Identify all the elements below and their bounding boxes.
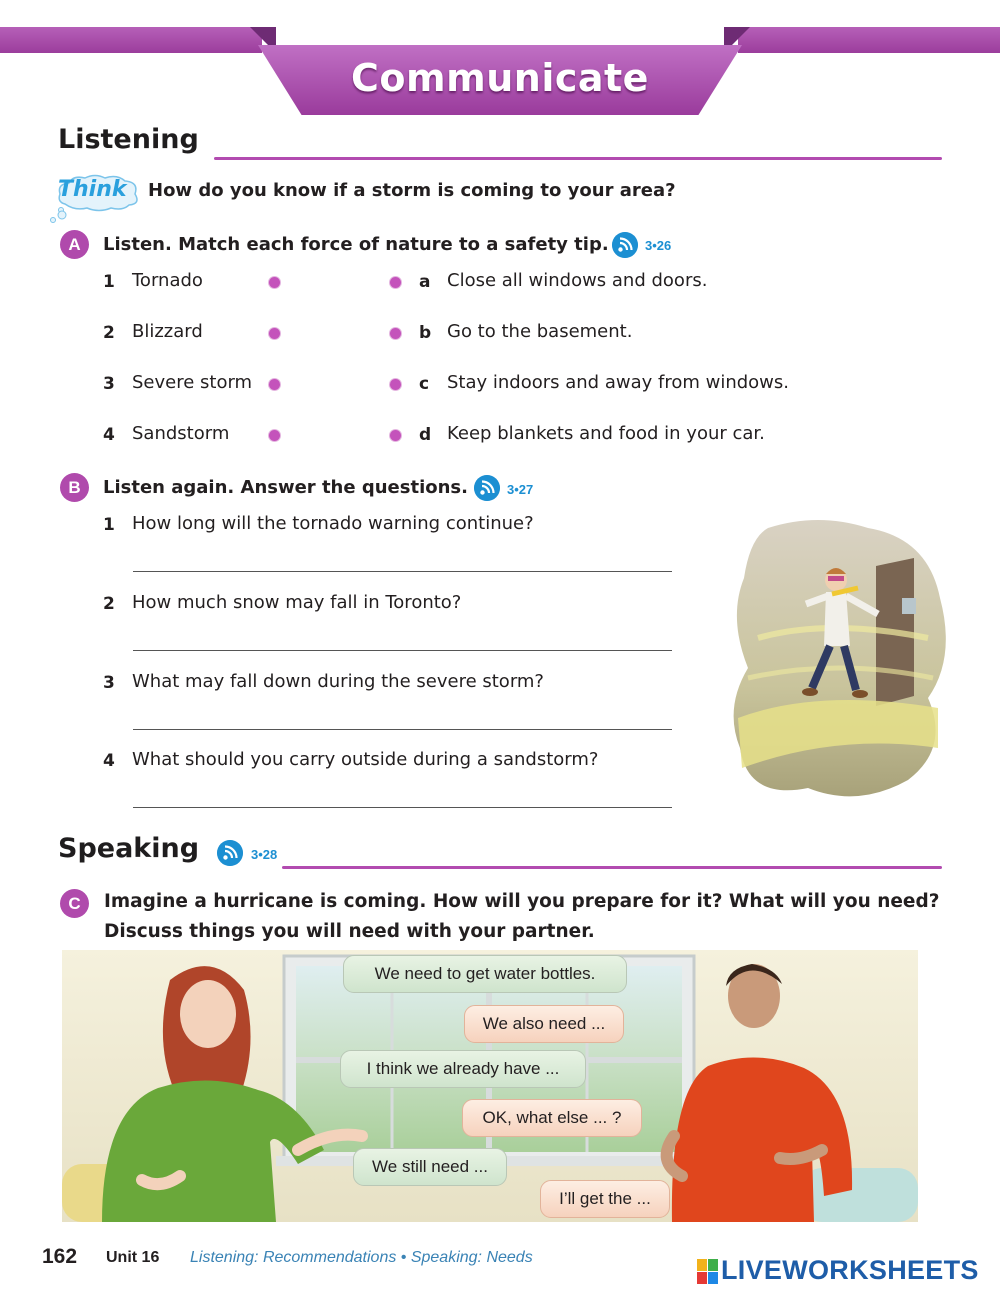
banner-stripe-left bbox=[0, 27, 262, 53]
listening-heading: Listening bbox=[58, 124, 199, 155]
audio-icon[interactable] bbox=[217, 840, 243, 866]
audio-track-code: 3•26 bbox=[645, 238, 672, 253]
match-dot-left[interactable] bbox=[269, 277, 280, 288]
activity-a-badge: A bbox=[60, 230, 89, 259]
match-dot-left[interactable] bbox=[269, 328, 280, 339]
liveworksheets-brand[interactable]: LIVEWORKSHEETS bbox=[721, 1255, 979, 1285]
match-left-number: 4 bbox=[103, 425, 115, 445]
unit-label: Unit 16 bbox=[106, 1249, 160, 1266]
answer-line[interactable] bbox=[133, 807, 672, 808]
match-left-item: Blizzard bbox=[132, 321, 203, 342]
activity-b-instruction: Listen again. Answer the questions. bbox=[103, 477, 468, 498]
question-text: How long will the tornado warning continue? bbox=[132, 513, 534, 534]
speaking-heading: Speaking bbox=[58, 833, 200, 864]
footer-topic: Listening: Recommendations • Speaking: Needs bbox=[190, 1249, 533, 1266]
activity-c-instruction-line2: Discuss things you will need with your partner. bbox=[104, 921, 595, 942]
activity-a-instruction: Listen. Match each force of nature to a safety tip. bbox=[103, 234, 609, 255]
question-number: 4 bbox=[103, 751, 115, 771]
banner-stripe-right bbox=[738, 27, 1000, 53]
question-number: 1 bbox=[103, 515, 115, 535]
think-question: How do you know if a storm is coming to your area? bbox=[148, 180, 676, 201]
speech-bubble: We still need ... bbox=[353, 1148, 507, 1186]
match-right-letter: c bbox=[419, 374, 430, 394]
speech-bubble: We also need ... bbox=[464, 1005, 624, 1043]
question-text: What should you carry outside during a sandstorm? bbox=[132, 749, 599, 770]
answer-line[interactable] bbox=[133, 729, 672, 730]
answer-line[interactable] bbox=[133, 571, 672, 572]
match-left-number: 3 bbox=[103, 374, 115, 394]
match-left-item: Sandstorm bbox=[132, 423, 230, 444]
question-number: 2 bbox=[103, 594, 115, 614]
match-left-number: 1 bbox=[103, 272, 115, 292]
audio-track-code: 3•28 bbox=[251, 847, 278, 862]
speaking-rule bbox=[282, 866, 942, 869]
speech-bubble: OK, what else ... ? bbox=[462, 1099, 642, 1137]
question-number: 3 bbox=[103, 673, 115, 693]
match-dot-left[interactable] bbox=[269, 430, 280, 441]
speech-bubble: I’ll get the ... bbox=[540, 1180, 670, 1218]
match-left-item: Tornado bbox=[132, 270, 203, 291]
match-right-letter: b bbox=[419, 323, 432, 343]
activity-c-instruction-line1: Imagine a hurricane is coming. How will you prepare for it? What will you need? bbox=[104, 891, 940, 912]
match-right-item: Stay indoors and away from windows. bbox=[447, 372, 789, 393]
answer-line[interactable] bbox=[133, 650, 672, 651]
question-text: How much snow may fall in Toronto? bbox=[132, 592, 462, 613]
match-right-letter: a bbox=[419, 272, 431, 292]
page-title: Communicate bbox=[351, 56, 649, 100]
activity-b-badge: B bbox=[60, 473, 89, 502]
audio-track-code: 3•27 bbox=[507, 482, 534, 497]
sandstorm-illustration bbox=[728, 518, 950, 800]
match-left-number: 2 bbox=[103, 323, 115, 343]
match-dot-right[interactable] bbox=[390, 379, 401, 390]
think-bubble-dots-icon bbox=[48, 210, 68, 224]
think-label: Think bbox=[58, 177, 127, 202]
match-dot-right[interactable] bbox=[390, 430, 401, 441]
match-left-item: Severe storm bbox=[132, 372, 253, 393]
speech-bubble: I think we already have ... bbox=[340, 1050, 586, 1088]
liveworksheets-logo-icon bbox=[697, 1259, 719, 1285]
audio-icon[interactable] bbox=[474, 475, 500, 501]
match-right-item: Close all windows and doors. bbox=[447, 270, 708, 291]
match-dot-left[interactable] bbox=[269, 379, 280, 390]
activity-c-badge: C bbox=[60, 889, 89, 918]
match-right-letter: d bbox=[419, 425, 432, 445]
match-dot-right[interactable] bbox=[390, 277, 401, 288]
match-dot-right[interactable] bbox=[390, 328, 401, 339]
listening-rule bbox=[214, 157, 942, 160]
page-number: 162 bbox=[42, 1245, 78, 1268]
speech-bubble: We need to get water bottles. bbox=[343, 955, 627, 993]
match-right-item: Keep blankets and food in your car. bbox=[447, 423, 765, 444]
question-text: What may fall down during the severe storm? bbox=[132, 671, 544, 692]
match-right-item: Go to the basement. bbox=[447, 321, 633, 342]
audio-icon[interactable] bbox=[612, 232, 638, 258]
